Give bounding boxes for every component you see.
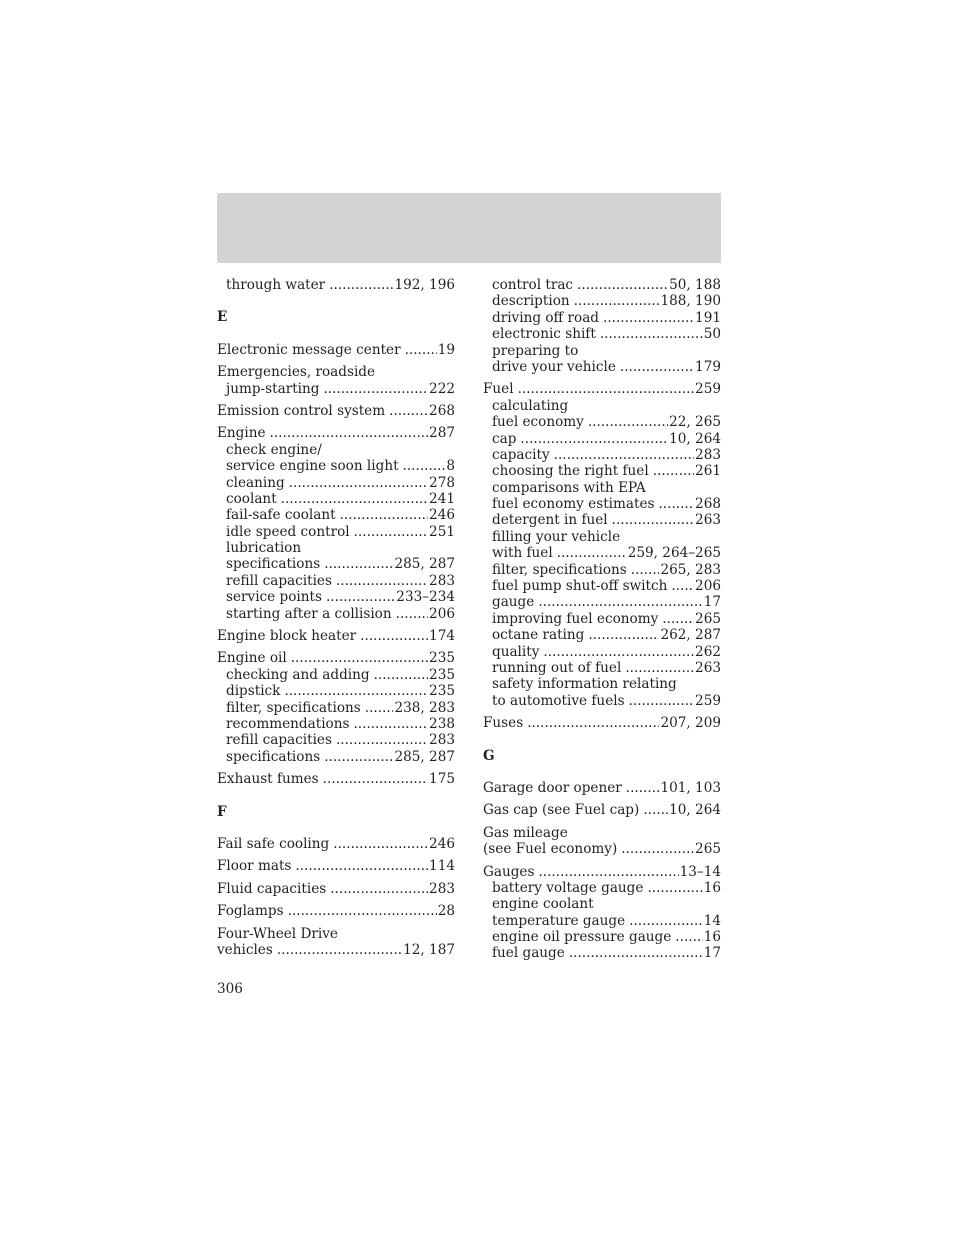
- index-subentry: [217, 732, 455, 748]
- dot-leader: [520, 431, 668, 447]
- entry-text: fail-safe coolant: [226, 507, 336, 524]
- index-subentry: [483, 343, 721, 359]
- dot-leader: [569, 945, 703, 961]
- dot-leader: [643, 802, 668, 818]
- index-subentry: [483, 277, 721, 293]
- index-term: [217, 836, 455, 852]
- page-reference: 17: [703, 594, 721, 611]
- page-reference: 50: [703, 326, 721, 343]
- dot-leader: [621, 841, 694, 857]
- index-term: [217, 771, 455, 787]
- index-subentry: [483, 611, 721, 627]
- page-reference: 265: [695, 610, 721, 627]
- entry-text: Fuses: [483, 715, 524, 732]
- dot-leader: [574, 293, 660, 309]
- dot-leader: [538, 594, 702, 610]
- index-subentry: [483, 463, 721, 479]
- index-subentry: [483, 644, 721, 660]
- index-entry: [483, 780, 721, 796]
- page-reference: 263: [695, 512, 721, 529]
- dot-leader: [329, 277, 393, 293]
- page-reference: 101, 103: [660, 779, 721, 796]
- dot-leader: [284, 683, 428, 699]
- index-entry: [217, 403, 455, 419]
- dot-leader: [365, 700, 394, 716]
- index-entry: [217, 650, 455, 765]
- index-term: [217, 650, 455, 666]
- entry-text: Emission control system: [217, 402, 386, 419]
- index-entry: [217, 628, 455, 644]
- index-term: [217, 425, 455, 441]
- entry-text: Garage door opener: [483, 779, 622, 796]
- dot-leader: [405, 342, 437, 358]
- index-subentry: [483, 545, 721, 561]
- entry-text: (see Fuel economy): [483, 841, 618, 858]
- entry-text: lubrication: [226, 540, 302, 557]
- page-reference: 265: [695, 841, 721, 858]
- index-entry: [217, 836, 455, 852]
- entry-text: coolant: [226, 490, 277, 507]
- index-entry: [483, 864, 721, 962]
- entry-text: detergent in fuel: [492, 512, 608, 529]
- dot-leader: [291, 650, 428, 666]
- page-reference: 50, 188: [669, 277, 721, 293]
- entry-text: comparisons with EPA: [492, 479, 646, 496]
- index-term: [483, 825, 721, 841]
- page-reference: 283: [695, 446, 721, 463]
- index-term: [217, 403, 455, 419]
- dot-leader: [538, 864, 678, 880]
- page-reference: 259: [695, 381, 721, 398]
- entry-text: cleaning: [226, 474, 285, 491]
- page-reference: 206: [695, 578, 721, 595]
- entry-text: running out of fuel: [492, 659, 622, 676]
- index-column-right: [483, 277, 721, 968]
- index-subentry: [217, 700, 455, 716]
- index-subentry: [483, 414, 721, 430]
- index-letter-heading: F: [217, 803, 227, 820]
- dot-leader: [603, 310, 694, 326]
- index-subentry: [217, 475, 455, 491]
- entry-text: recommendations: [226, 715, 350, 732]
- page-reference: 268: [695, 496, 721, 513]
- page-reference: 278: [429, 474, 455, 491]
- page-reference: 207, 209: [660, 715, 721, 732]
- dot-leader: [612, 512, 694, 528]
- page-reference: 17: [703, 945, 721, 962]
- dot-leader: [629, 693, 694, 709]
- dot-leader: [626, 780, 660, 796]
- dot-leader: [625, 660, 694, 676]
- index-subentry: [483, 293, 721, 309]
- entry-text: filling your vehicle: [492, 528, 621, 545]
- dot-leader: [281, 491, 428, 507]
- entry-text: Fail safe cooling: [217, 835, 330, 852]
- entry-text: Gas cap (see Fuel cap): [483, 802, 640, 819]
- page-reference: 268: [429, 402, 455, 419]
- dot-leader: [671, 578, 694, 594]
- entry-text: Foglamps: [217, 903, 284, 920]
- page-reference: 175: [429, 771, 455, 788]
- page-reference: 8: [446, 458, 455, 475]
- entry-gap: [483, 962, 721, 968]
- entry-text: Exhaust fumes: [217, 771, 319, 788]
- entry-text: fuel gauge: [492, 945, 565, 962]
- page-reference: 14: [703, 912, 721, 929]
- dot-leader: [554, 447, 694, 463]
- dot-leader: [518, 381, 694, 397]
- index-subentry: [483, 945, 721, 961]
- entry-text: fuel economy estimates: [492, 496, 655, 513]
- page-reference: 10, 264: [669, 430, 721, 447]
- index-entry: [217, 342, 455, 358]
- index-subentry: [483, 929, 721, 945]
- entry-text: Gas mileage: [483, 824, 568, 841]
- entry-text: gauge: [492, 594, 535, 611]
- page-reference: 246: [429, 835, 455, 852]
- entry-text: Floor mats: [217, 858, 292, 875]
- index-entry: [483, 715, 721, 731]
- entry-text: quality: [492, 643, 540, 660]
- dot-leader: [389, 403, 428, 419]
- entry-text: vehicles: [217, 941, 273, 958]
- entry-text: specifications: [226, 556, 321, 573]
- dot-leader: [324, 749, 393, 765]
- index-subentry: [217, 524, 455, 540]
- page-reference: 22, 265: [669, 414, 721, 431]
- index-subentry: [483, 578, 721, 594]
- index-subentry: [483, 896, 721, 912]
- page-reference: 233–234: [396, 589, 455, 606]
- page-reference: 235: [429, 650, 455, 667]
- dot-leader: [577, 277, 668, 293]
- dot-leader: [330, 881, 428, 897]
- index-subentry: [217, 606, 455, 622]
- entry-text: Engine: [217, 425, 266, 442]
- page-reference: 251: [429, 523, 455, 540]
- index-entry: [217, 858, 455, 874]
- entry-text: improving fuel economy: [492, 610, 659, 627]
- index-term: [217, 926, 455, 942]
- index-subentry: [217, 540, 455, 556]
- index-subentry: [483, 480, 721, 496]
- index-term: [217, 342, 455, 358]
- entry-text: dipstick: [226, 683, 281, 700]
- dot-leader: [336, 732, 428, 748]
- entry-text: Gauges: [483, 863, 535, 880]
- index-entry: [483, 802, 721, 818]
- index-entry: [217, 771, 455, 787]
- index-subentry: [217, 556, 455, 572]
- entry-text: service engine soon light: [226, 458, 399, 475]
- index-subentry: [217, 573, 455, 589]
- dot-leader: [333, 836, 428, 852]
- entry-text: temperature gauge: [492, 912, 626, 929]
- page-reference: 174: [429, 628, 455, 645]
- page-number: 306: [217, 981, 243, 997]
- index-term: [483, 381, 721, 397]
- index-entry: [217, 277, 455, 293]
- dot-leader: [631, 562, 660, 578]
- entry-text: Engine oil: [217, 650, 287, 667]
- page-reference: 16: [703, 879, 721, 896]
- dot-leader: [629, 913, 703, 929]
- dot-leader: [324, 556, 393, 572]
- dot-leader: [647, 880, 702, 896]
- dot-leader: [557, 545, 627, 561]
- dot-leader: [600, 326, 703, 342]
- entry-text: capacity: [492, 446, 550, 463]
- index-subentry: [217, 458, 455, 474]
- entry-text: octane rating: [492, 627, 585, 644]
- index-subentry: [483, 594, 721, 610]
- index-term: [217, 881, 455, 897]
- entry-text: electronic shift: [492, 326, 596, 343]
- page-reference: 261: [695, 463, 721, 480]
- page-reference: 259, 264–265: [627, 545, 721, 562]
- index-subentry: [483, 676, 721, 692]
- entry-text: battery voltage gauge: [492, 879, 644, 896]
- dot-leader: [527, 715, 659, 731]
- dot-leader: [653, 463, 694, 479]
- page-reference: 28: [437, 903, 455, 920]
- page-reference: 262: [695, 643, 721, 660]
- dot-leader: [374, 667, 428, 683]
- index-subentry: [217, 491, 455, 507]
- dot-leader: [289, 475, 428, 491]
- dot-leader: [323, 381, 428, 397]
- page-reference: 13–14: [679, 863, 721, 880]
- index-entry: [217, 926, 455, 959]
- entry-text: service points: [226, 589, 322, 606]
- entry-text: drive your vehicle: [492, 358, 616, 375]
- page-reference: 285, 287: [394, 748, 455, 765]
- index-subentry: [217, 277, 455, 293]
- entry-text: idle speed control: [226, 523, 350, 540]
- entry-text: safety information relating: [492, 676, 677, 693]
- entry-text: refill capacities: [226, 732, 332, 749]
- entry-text: Fuel: [483, 381, 514, 398]
- dot-leader: [620, 359, 694, 375]
- page-reference: 262, 287: [660, 627, 721, 644]
- dot-leader: [340, 507, 428, 523]
- page-reference: 283: [429, 732, 455, 749]
- page-reference: 238, 283: [394, 699, 455, 716]
- index-term: [483, 802, 721, 818]
- dot-leader: [326, 589, 395, 605]
- index-column-left: [217, 277, 455, 964]
- page-reference: 283: [429, 880, 455, 897]
- entry-text: Four-Wheel Drive: [217, 925, 338, 942]
- page-reference: 10, 264: [669, 802, 721, 819]
- page-reference: 192, 196: [394, 277, 455, 293]
- dot-leader: [658, 496, 694, 512]
- index-subentry: [483, 447, 721, 463]
- index-entry: [483, 825, 721, 858]
- dot-leader: [323, 771, 428, 787]
- index-subentry: [483, 359, 721, 375]
- header-band: [217, 193, 721, 263]
- index-entry: [217, 364, 455, 397]
- dot-leader: [288, 903, 437, 919]
- index-entry: [483, 381, 721, 709]
- entry-text: engine coolant: [492, 896, 594, 913]
- entry-text: refill capacities: [226, 572, 332, 589]
- index-term: [483, 780, 721, 796]
- index-subentry: [483, 398, 721, 414]
- entry-text: Emergencies, roadside: [217, 364, 376, 381]
- entry-gap: [217, 788, 455, 794]
- index-subentry: [217, 507, 455, 523]
- index-term: [217, 364, 455, 380]
- dot-leader: [277, 942, 402, 958]
- entry-gap: [217, 958, 455, 964]
- page-reference: 191: [695, 309, 721, 326]
- dot-leader: [662, 611, 694, 627]
- entry-text: starting after a collision: [226, 605, 392, 622]
- entry-text: choosing the right fuel: [492, 463, 649, 480]
- entry-gap: [217, 293, 455, 299]
- index-subentry: [483, 693, 721, 709]
- entry-text: fuel pump shut-off switch: [492, 578, 668, 595]
- page-reference: 179: [695, 358, 721, 375]
- entry-text: Electronic message center: [217, 341, 401, 358]
- page-reference: 263: [695, 659, 721, 676]
- entry-text: driving off road: [492, 309, 600, 326]
- index-subentry: [217, 442, 455, 458]
- index-subentry: [483, 880, 721, 896]
- index-term: [217, 903, 455, 919]
- index-term: [217, 858, 455, 874]
- page-reference: 246: [429, 507, 455, 524]
- dot-leader: [588, 414, 668, 430]
- index-letter-heading: G: [483, 747, 495, 764]
- index-entry: [483, 277, 721, 375]
- index-letter-heading: E: [217, 309, 228, 326]
- index-subentry: [483, 660, 721, 676]
- index-term: [217, 942, 455, 958]
- entry-text: checking and adding: [226, 666, 370, 683]
- page-reference: 235: [429, 666, 455, 683]
- index-subentry: [217, 716, 455, 732]
- entry-text: calculating: [492, 397, 569, 414]
- dot-leader: [588, 627, 659, 643]
- dot-leader: [396, 606, 428, 622]
- index-subentry: [217, 589, 455, 605]
- page-reference: 188, 190: [660, 293, 721, 310]
- dot-leader: [336, 573, 428, 589]
- index-entry: [217, 881, 455, 897]
- entry-text: filter, specifications: [226, 699, 361, 716]
- dot-leader: [354, 524, 428, 540]
- index-subentry: [483, 512, 721, 528]
- dot-leader: [403, 458, 446, 474]
- entry-text: filter, specifications: [492, 561, 627, 578]
- entry-text: preparing to: [492, 342, 579, 359]
- index-term: [483, 841, 721, 857]
- index-subentry: [483, 913, 721, 929]
- entry-text: to automotive fuels: [492, 692, 625, 709]
- index-subentry: [217, 381, 455, 397]
- page-reference: 287: [429, 425, 455, 442]
- entry-text: fuel economy: [492, 414, 584, 431]
- page-reference: 265, 283: [660, 561, 721, 578]
- dot-leader: [270, 425, 429, 441]
- entry-text: description: [492, 293, 570, 310]
- index-subentry: [483, 431, 721, 447]
- index-subentry: [483, 310, 721, 326]
- index-subentry: [483, 627, 721, 643]
- index-subentry: [483, 326, 721, 342]
- index-subentry: [217, 749, 455, 765]
- dot-leader: [360, 628, 428, 644]
- entry-text: cap: [492, 430, 517, 447]
- dot-leader: [295, 858, 428, 874]
- entry-text: Fluid capacities: [217, 880, 327, 897]
- index-subentry: [217, 667, 455, 683]
- page-reference: 206: [429, 605, 455, 622]
- index-subentry: [483, 496, 721, 512]
- page-reference: 283: [429, 572, 455, 589]
- entry-text: with fuel: [492, 545, 553, 562]
- index-subentry: [217, 683, 455, 699]
- entry-text: engine oil pressure gauge: [492, 929, 672, 946]
- index-entry: [217, 903, 455, 919]
- entry-gap: [483, 732, 721, 738]
- page-reference: 235: [429, 683, 455, 700]
- page-reference: 222: [429, 380, 455, 397]
- entry-text: specifications: [226, 748, 321, 765]
- page-reference: 114: [429, 858, 455, 875]
- dot-leader: [543, 644, 694, 660]
- index-term: [483, 864, 721, 880]
- index-entry: [217, 425, 455, 622]
- index-subentry: [483, 562, 721, 578]
- page-reference: 238: [429, 715, 455, 732]
- entry-text: Engine block heater: [217, 628, 357, 645]
- page-reference: 285, 287: [394, 556, 455, 573]
- index-term: [483, 715, 721, 731]
- index-term: [217, 628, 455, 644]
- entry-text: control trac: [492, 277, 574, 293]
- page-reference: 12, 187: [403, 941, 455, 958]
- page-reference: 19: [437, 341, 455, 358]
- entry-text: through water: [226, 277, 326, 293]
- dot-leader: [353, 716, 428, 732]
- dot-leader: [675, 929, 702, 945]
- entry-text: check engine/: [226, 441, 322, 458]
- page-reference: 259: [695, 692, 721, 709]
- index-subentry: [483, 529, 721, 545]
- page-reference: 241: [429, 490, 455, 507]
- page-reference: 16: [703, 929, 721, 946]
- entry-text: jump-starting: [226, 380, 320, 397]
